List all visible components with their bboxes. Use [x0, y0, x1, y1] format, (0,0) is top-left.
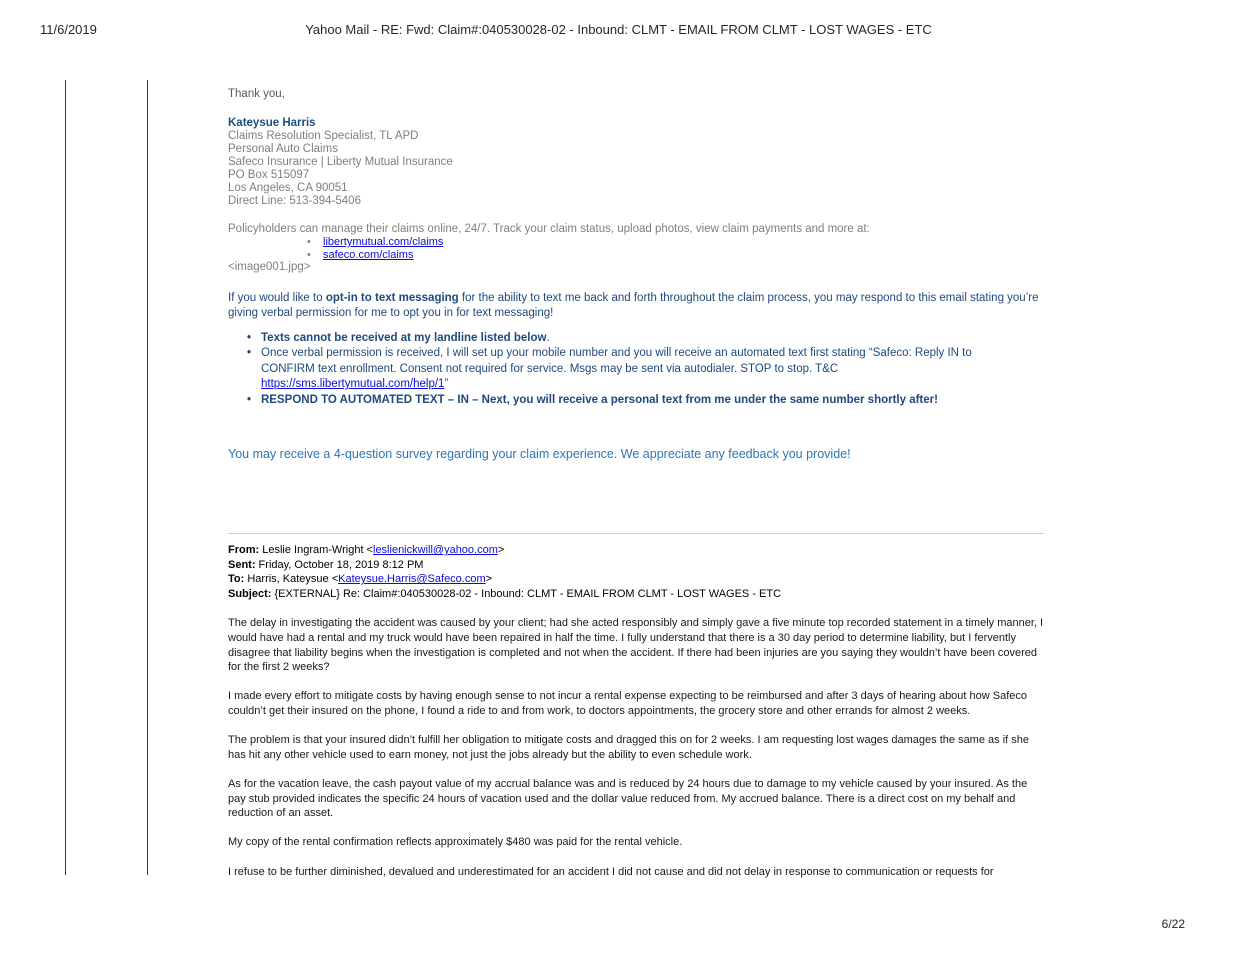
signature-pobox: PO Box 515097 [228, 169, 310, 181]
reply-paragraph: The problem is that your insured didn’t fulfill her obligation to mitigate costs and dragged this on for 2 weeks. I am requesting lost wages damages the same as if she has hit any other vehicle used to earn money, not just the jobs already but the ability to even schedule work. [228, 734, 1029, 761]
list-item [228, 236, 1046, 249]
reply-body [228, 616, 1046, 879]
subject-value: {EXTERNAL} Re: Claim#:040530028-02 - Inbound: CLMT - EMAIL FROM CLMT - LOST WAGES - ETC [271, 587, 782, 600]
sms-help-link[interactable]: https://sms.libertymutual.com/help/1 [261, 378, 445, 391]
claims-links-list [228, 236, 1046, 261]
quote-bar-outer [65, 80, 66, 875]
from-label: From: [228, 544, 260, 557]
reply-divider [228, 533, 1044, 534]
print-title: Yahoo Mail - RE: Fwd: Claim#:040530028-02 - Inbound: CLMT - EMAIL FROM CLMT - LOST WAGES - ETC [305, 22, 932, 37]
closing-thanks: Thank you, [228, 88, 285, 100]
bullet-respond-automated: • RESPOND TO AUTOMATED TEXT – IN – Next, you will receive a personal text from me under the same number shortly after! [228, 393, 1018, 408]
optin-text: If you would like to [228, 292, 326, 304]
signature-city: Los Angeles, CA 90051 [228, 182, 348, 194]
print-date: 11/6/2019 [40, 22, 97, 37]
sent-value: Friday, October 18, 2019 8:12 PM [255, 558, 424, 571]
from-suffix: > [497, 544, 505, 557]
signature-company: Safeco Insurance | Liberty Mutual Insurance [228, 156, 453, 168]
optin-bullet-list [228, 331, 1046, 408]
bullet-text: . [546, 332, 550, 344]
print-header [0, 22, 1237, 37]
reply-paragraph: My copy of the rental confirmation reflects approximately $480 was paid for the rental vehicle. [228, 836, 683, 849]
bullet-text: Texts cannot be received at my landline listed below [261, 332, 547, 344]
from-email-link[interactable]: leslienickwill@yahoo.com [373, 544, 498, 557]
from-name: Leslie Ingram-Wright < [259, 544, 373, 557]
reply-paragraph: I refuse to be further diminished, devalued and underestimated for an accident I did not cause and did not delay in response to communication or requests for [228, 865, 994, 878]
to-label: To: [228, 573, 245, 586]
signature-department: Personal Auto Claims [228, 143, 338, 155]
inline-image-placeholder: <image001.jpg> [228, 261, 311, 273]
sent-line [228, 558, 1046, 573]
to-suffix: > [485, 573, 493, 586]
optin-paragraph [228, 291, 1040, 321]
quote-bar-inner [147, 80, 148, 875]
claims-online-intro: Policyholders can manage their claims online, 24/7. Track your claim status, upload photos, view claim payments and more at: [228, 223, 870, 235]
list-item [228, 249, 1046, 262]
to-line [228, 572, 1046, 587]
reply-paragraph: The delay in investigating the accident was caused by your client; had she acted responsibly and simply gave a five minute top recorded statement in a timely manner, I would have had a rental and my truck would have been repaired in half the time. I fully understand that there is a 30 day period to determine liability, but I fervently disagree that liability begins when the investigation is completed and not when the accident. If there had been injuries are you saying they wouldn’t have been covered for the first 2 weeks? [228, 617, 1044, 674]
optin-text: for the ability to text me back and forth throughout the claim process, you may respond to this email stating you’re giving verbal permission for me to opt you in for text messaging! [228, 292, 1039, 319]
signature-block [228, 117, 1046, 208]
reply-paragraph: I made every effort to mitigate costs by having enough sense to not incur a rental expense expecting to be reimbursed and after 3 days of hearing about how Safeco couldn’t get their insured on the phone, I found a ride to and from work, to doctors appointments, the grocery store and other errands for almost 2 weeks. [228, 690, 1028, 717]
subject-label: Subject: [228, 587, 272, 600]
from-line [228, 543, 1046, 558]
signature-title: Claims Resolution Specialist, TL APD [228, 130, 419, 142]
to-name: Harris, Kateysue < [244, 573, 339, 586]
to-email-link[interactable]: Kateysue.Harris@Safeco.com [338, 573, 486, 586]
bullet-text: ” [444, 378, 449, 391]
bullet-text: Once verbal permission is received, I will set up your mobile number and you will receive an automated text first stating “Safeco: Reply IN to CONFIRM text enrollment. Consent not required for service. Msgs may be sent via autodialer. STOP to stop. T&C [261, 347, 972, 375]
subject-line [228, 587, 1046, 602]
signature-phone: Direct Line: 513-394-5406 [228, 195, 361, 207]
reply-paragraph: As for the vacation leave, the cash payout value of my accrual balance was and is reduced by 24 hours due to damage to my vehicle caused by your insured. As the pay stub provided indicates the specific 24 hours of vacation used and the dollar value reduced from. My accrued balance. There is a direct cost on my behalf and reduction of an asset. [228, 777, 1028, 820]
reply-header-block [228, 543, 1046, 601]
page-number: 6/22 [1161, 917, 1185, 931]
bullet-landline [228, 331, 1018, 346]
survey-note: You may receive a 4-question survey regarding your claim experience. We appreciate any feedback you provide! [228, 447, 851, 462]
email-body [228, 85, 1046, 894]
signature-name: Kateysue Harris [228, 117, 316, 129]
sent-label: Sent: [228, 558, 256, 571]
bullet-verbal-permission [228, 346, 1018, 392]
safeco-claims-link[interactable]: safeco.com/claims [323, 248, 414, 261]
libertymutual-claims-link[interactable]: libertymutual.com/claims [323, 236, 444, 248]
optin-bold-text: opt-in to text messaging [325, 292, 459, 304]
